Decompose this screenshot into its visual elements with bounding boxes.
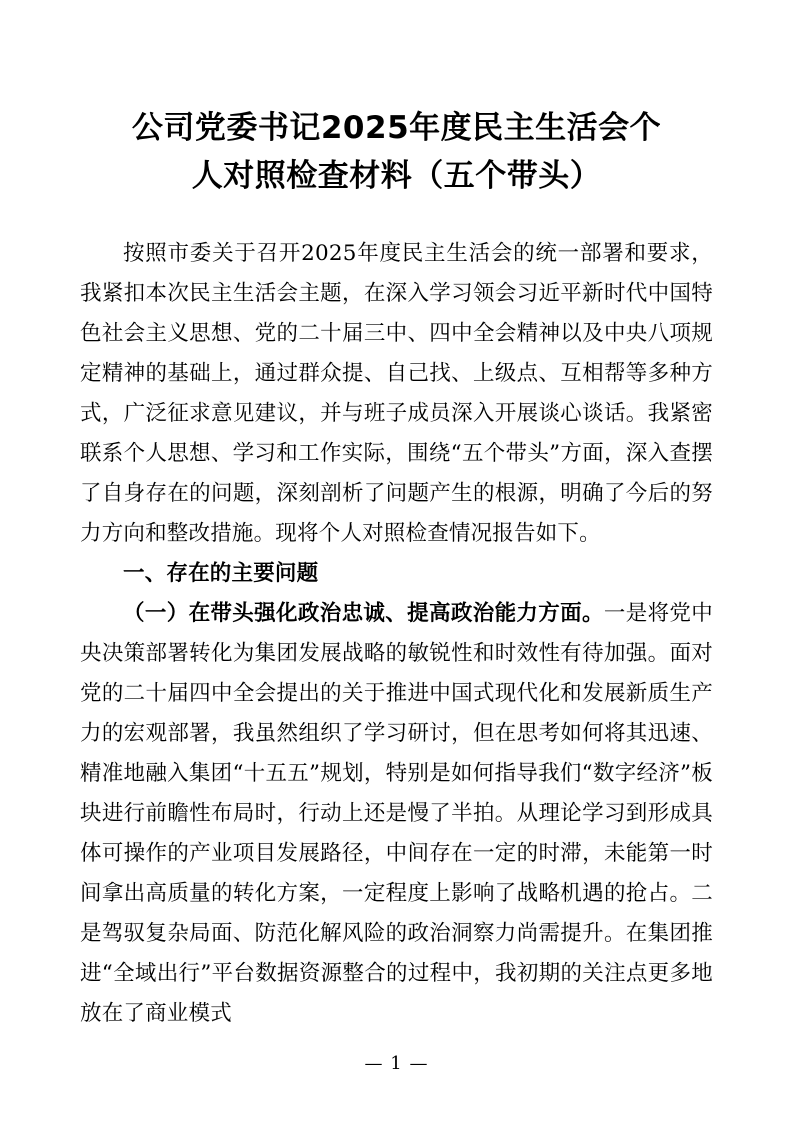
page-number: — 1 — xyxy=(364,1053,429,1074)
document-body xyxy=(80,234,713,1034)
paragraph-subsection-one xyxy=(80,594,713,1034)
subsection-lead-label: （一）在带头强化政治忠诚、提高政治能力方面。 xyxy=(123,601,604,626)
paragraph-intro: 按照市委关于召开2025年度民主生活会的统一部署和要求，我紧扣本次民主生活会主题，在深入学习领会习近平新时代中国特色社会主义思想、党的二十届三中、四中全会精神以及中央八项规定精神的基础上，通过群众提、自己找、上级点、互相帮等多种方式，广泛征求意见建议，并与班子成员深入开展谈心谈话。我紧密联系个人思想、学习和工作实际，围绕“五个带头”方面，深入查摆了自身存在的问题，深刻剖析了问题产生的根源，明确了今后的努力方向和整改措施。现将个人对照检查情况报告如下。 xyxy=(80,241,713,546)
subsection-body-text: 一是将党中央决策部署转化为集团发展战略的敏锐性和时效性有待加强。面对党的二十届四中全会提出的关于推进中国式现代化和发展新质生产力的宏观部署，我虽然组织了学习研讨，但在思考如何将其迅速、精准地融入集团“十五五”规划，特别是如何指导我们“数字经济”板块进行前瞻性布局时，行动上还是慢了半拍。从理论学习到形成具体可操作的产业项目发展路径，中间存在一定的时滞，未能第一时间拿出高质量的转化方案，一定程度上影响了战略机遇的抢占。二是驾驭复杂局面、防范化解风险的政治洞察力尚需提升。在集团推进“全域出行”平台数据资源整合的过程中，我初期的关注点更多地放在了商业模式 xyxy=(80,601,713,1026)
section-heading-main-problems: 一、存在的主要问题 xyxy=(123,561,319,586)
page-title: 公司党委书记2025年度民主生活会个人对照检查材料（五个带头） xyxy=(131,110,662,194)
